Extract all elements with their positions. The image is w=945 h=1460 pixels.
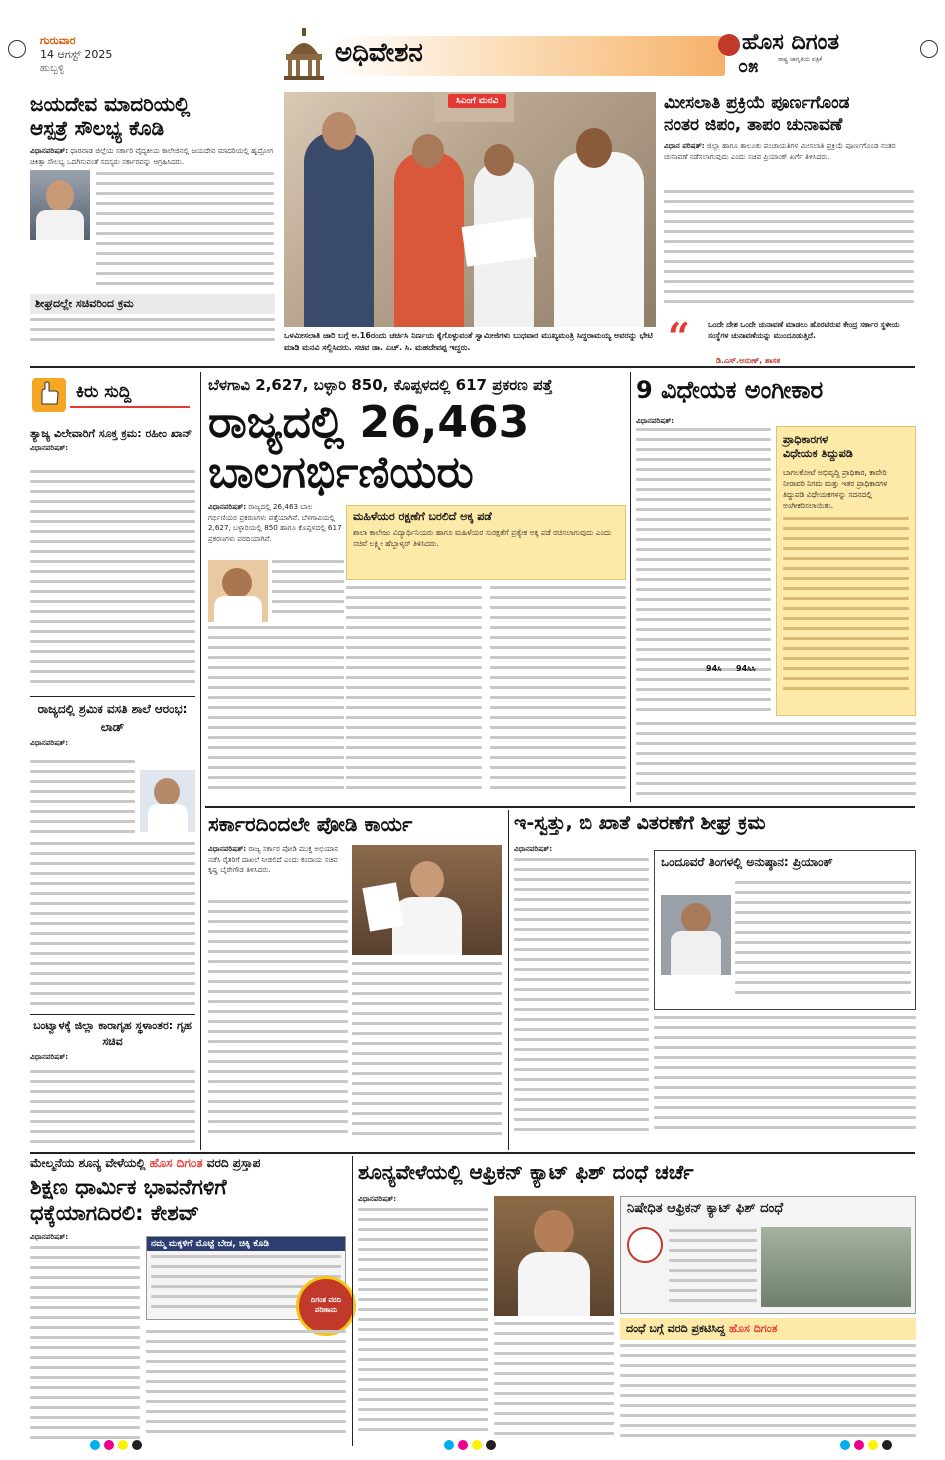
header-date: 14 ಆಗಸ್ಟ್ 2025	[40, 48, 113, 61]
story5-kicker	[30, 1156, 350, 1171]
story4-lines-b	[654, 1016, 916, 1140]
kiru-item-1-dateline: ವಿಧಾನಪರಿಷತ್:	[30, 443, 69, 452]
story1-text-lines	[96, 172, 274, 290]
kiru-suddi-label: ಕಿರು ಸುದ್ದಿ	[76, 382, 132, 402]
story4-lines-a	[514, 858, 649, 1140]
kiru-item-2	[30, 700, 195, 749]
story1-lead: ಧಾರವಾಡ ಜಿಲ್ಲೆಯ ಸರ್ಕಾರಿ ವೈದ್ಯಕೀಯ ಕಾಲೇಜಿನಲ್ಲಿ ಜಯದೇವ ಮಾದರಿಯಲ್ಲಿ ಹೃದ್ರೋಗ ಚಿಕಿತ್ಸಾ ಸೌಲಭ್ಯ ಒದಗಿಸುವಂತೆ ಸದಸ್ಯರು ಸರ್ಕಾರವನ್ನು ಆಗ್ರಹಿಸಿದರು.	[30, 146, 274, 166]
story6-footer-brand: ಹೊಸ ದಿಗಂತ	[728, 1322, 778, 1335]
story3-body	[208, 844, 348, 876]
photo-caption: ಒಳಮೀಸಲಾತಿ ಜಾರಿ ಬಗ್ಗೆ ಆ.16ರಂದು ಚರ್ಚಿಸಿ ನಿರ್ಣಯ ಕೈಗೊಳ್ಳುವಂತೆ ಸ್ವಾಮೀಜಿಗಳು ಬುಧವಾರ ಮುಖ್ಯಮಂತ್ರಿ ಸಿದ್ದರಾಮಯ್ಯ ಅವರನ್ನು ಭೇಟಿ ಮಾಡಿ ಮನವಿ ಸಲ್ಲಿಸಿದರು. ಸಚಿವ ಡಾ. ಎಚ್. ಸಿ. ಮಹದೇವಪ್ಪ ಇದ್ದರು.	[284, 331, 653, 352]
kiru-item-2-photo	[140, 770, 195, 832]
story4-subbox	[654, 850, 916, 1010]
kiru-suddi-header	[30, 372, 190, 422]
story6-lines-b	[494, 1322, 614, 1446]
story4-headline: ಇ-ಸ್ವತ್ತು, ಬಿ ಖಾತೆ ವಿತರಣೆಗೆ ಶೀಘ್ರ ಕ್ರಮ	[514, 812, 766, 834]
story5-kicker-suffix: ವರದಿ ಪ್ರಸ್ತಾಪ	[206, 1156, 261, 1170]
kiru-item-1	[30, 426, 195, 454]
story5-lines-b	[146, 1330, 346, 1446]
lead-lines-col2	[346, 586, 482, 796]
story2-lead: ಜಿಲ್ಲಾ ಹಾಗೂ ತಾಲೂಕು ಪಂಚಾಯತಿಗಳ ಮೀಸಲಾತಿ ಪ್ರಕ್ರಿಯೆ ಪೂರ್ಣಗೊಂಡ ನಂತರ ಚುನಾವಣೆ ನಡೆಸಲಾಗುವುದು ಎಂದು ಸಚಿವ ಪ್ರಿಯಾಂಕ್ ಖರ್ಗೆ ತಿಳಿಸಿದರು.	[664, 141, 896, 161]
story6-clip-title: ನಿಷೇಧಿತ ಆಫ್ರಿಕನ್ ಕ್ಯಾಟ್ ಫಿಶ್ ದಂಧೆ	[627, 1201, 784, 1216]
story3-dateline: ವಿಧಾನಪರಿಷತ್:	[208, 844, 247, 853]
lead-kicker: ಬೆಳಗಾವಿ 2,627, ಬಳ್ಳಾರಿ 850, ಕೊಪ್ಪಳದಲ್ಲಿ 617 ಪ್ರಕರಣ ಪತ್ತೆ	[208, 376, 553, 394]
bills-box-text: ಬಾಗಲಕೋಟೆ ಅಭಿವೃದ್ಧಿ ಪ್ರಾಧಿಕಾರ, ಕಾವೇರಿ ನೀರಾವರಿ ನಿಗಮ ಮತ್ತು ಇತರ ಪ್ರಾಧಿಕಾರಗಳ ತಿದ್ದುಪಡಿ ವಿಧೇಯಕಗಳನ್ನು ಸದನದಲ್ಲಿ ಅಂಗೀಕರಿಸಲಾಯಿತು.	[783, 468, 888, 510]
bills-box	[776, 426, 916, 716]
lead-body	[208, 502, 343, 544]
story3-photo	[352, 845, 502, 955]
story5-kicker-prefix: ಮೇಲ್ಮನೆಯ ಶೂನ್ಯ ವೇಳೆಯಲ್ಲಿ	[30, 1156, 146, 1170]
lead-headline-2: ಬಾಲಗರ್ಭಿಣಿಯರು	[208, 447, 474, 498]
story2-quote: ಒಂದೇ ದೇಶ ಒಂದೇ ಚುನಾವಣೆ ಮಾಡಲು ಹೊರಟಿರುವ ಕೇಂದ್ರ ಸರ್ಕಾರ ಸ್ಥಳೀಯ ಸಂಸ್ಥೆಗಳ ಚುನಾವಣೆಯನ್ನು ಮುಂದೂಡುತ್ತಿದೆ.	[708, 320, 900, 340]
story2-text-lines	[664, 190, 914, 310]
story1-subhead-lines	[30, 318, 275, 346]
bills-headline: 9 ವಿಧೇಯಕ ಅಂಗೀಕಾರ	[636, 376, 824, 404]
masthead	[0, 0, 945, 90]
story6-lines-a	[358, 1208, 488, 1446]
kiru-item-2-dateline: ವಿಧಾನಪರಿಷತ್:	[30, 738, 69, 747]
story1-subhead: ಶೀಘ್ರದಲ್ಲೇ ಸಚಿವರಿಂದ ಕ್ರಮ	[30, 294, 275, 314]
main-photo	[284, 92, 656, 327]
akka-box-title: ಮಹಿಳೆಯರ ರಕ್ಷಣೆಗೆ ಬರಲಿದೆ ಅಕ್ಕ ಪಡೆ	[353, 510, 492, 523]
kiru-item-1-lines	[30, 470, 195, 690]
story2-body	[664, 141, 914, 162]
section-title: ಅಧಿವೇಶನ	[335, 38, 423, 68]
bills-num-1: 94ಸಿ	[706, 664, 722, 673]
story5-kicker-brand: ಹೊಸ ದಿಗಂತ	[149, 1156, 203, 1170]
story5-lines-a	[30, 1246, 140, 1446]
story4-photo	[661, 895, 731, 975]
kiru-item-2-headline: ರಾಜ್ಯದಲ್ಲಿ ಶ್ರಮಿಕ ವಸತಿ ಶಾಲೆ ಆರಂಭ: ಲಾಡ್	[37, 702, 188, 734]
kiru-item-3-headline: ಬಂಟ್ವಾಳಕ್ಕೆ ಜಿಲ್ಲಾ ಕಾರಾಗೃಹ ಸ್ಥಳಾಂತರ: ಗೃಹ ಸಚಿವ	[33, 1019, 192, 1048]
kiru-item-2-lines	[30, 760, 135, 840]
story1-headline-1: ಜಯದೇವ ಮಾದರಿಯಲ್ಲಿ	[30, 92, 191, 116]
story3-lines-a	[208, 900, 348, 1140]
story6-footer-prefix: ದಂಧೆ ಬಗ್ಗೆ ವರದಿ ಪ್ರಕಟಿಸಿದ್ದ	[626, 1322, 726, 1335]
story6-clipping	[620, 1196, 916, 1314]
lead-lines-col1b	[208, 626, 344, 796]
story5-badge	[296, 1276, 356, 1336]
akka-box	[346, 505, 626, 580]
story1-headline-2: ಆಸ್ಪತ್ರೆ ಸೌಲಭ್ಯ ಕೊಡಿ	[30, 116, 165, 140]
kiru-item-3-dateline: ವಿಧಾನಪರಿಷತ್:	[30, 1052, 69, 1061]
story3-lead: ರಾಜ್ಯ ಸರ್ಕಾರ ಪೋಡಿ ಮುಕ್ತ ಅಭಿಯಾನ ನಡೆಸಿ ರೈತರಿಗೆ ದಾಖಲೆ ನೀಡಲಿದೆ ಎಂದು ಕಂದಾಯ ಸಚಿವ ಕೃಷ್ಣ ಬೈರೇಗೌಡ ತಿಳಿಸಿದರು.	[208, 844, 339, 874]
kiru-item-2-lines-b	[30, 842, 195, 1012]
registration-mark-left	[8, 40, 26, 58]
lead-lines-col1	[272, 560, 344, 620]
page-number: ೦೫	[738, 56, 759, 77]
date-block	[40, 34, 160, 74]
story5-headline-2: ಧಕ್ಕೆಯಾಗದಿರಲಿ: ಕೇಶವ್	[30, 1201, 200, 1225]
registration-mark-right	[920, 40, 938, 58]
photo-tag: ಸಿಎಂಗೆ ಮನವಿ	[448, 94, 506, 108]
story2-quote-by: ಡಿ.ಎಸ್.ಅರುಣ್, ಶಾಸಕ	[716, 356, 781, 365]
bills-lines-a	[636, 428, 771, 718]
dome-icon	[282, 28, 326, 80]
kiru-item-3-lines	[30, 1070, 195, 1150]
story5-dateline: ವಿಧಾನಪರಿಷತ್:	[30, 1232, 69, 1241]
story3-lines-b	[352, 962, 502, 1140]
story6-lines-c	[620, 1344, 916, 1444]
story6-photo	[494, 1196, 614, 1316]
story6-dateline: ವಿಧಾನಪರಿಷತ್:	[358, 1194, 397, 1203]
header-place: ಹುಬ್ಬಳ್ಳಿ	[40, 63, 65, 74]
lead-dateline: ವಿಧಾನಪರಿಷತ್:	[208, 502, 247, 511]
story2-headline-2: ನಂತರ ಜಿಪಂ, ತಾಪಂ ಚುನಾವಣೆ	[664, 115, 843, 135]
story5-clip-title: ನಮ್ಮ ಮಕ್ಕಳಿಗೆ ಮೊಟ್ಟೆ ಬೇಡ, ಚಿಕ್ಕಿ ಕೊಡಿ	[147, 1237, 345, 1251]
brand-logo	[718, 30, 908, 78]
story6-headline: ಶೂನ್ಯವೇಳೆಯಲ್ಲಿ ಆಫ್ರಿಕನ್ ಕ್ಯಾಟ್ ಫಿಶ್ ದಂಧೆ ಚರ್ಚೆ	[358, 1160, 694, 1184]
bills-lines-b	[636, 722, 916, 802]
lead-lines-col3	[490, 586, 626, 796]
lead-photo	[208, 560, 268, 622]
story5-headline-1: ಶಿಕ್ಷಣ ಧಾರ್ಮಿಕ ಭಾವನೆಗಳಿಗೆ	[30, 1175, 227, 1199]
kiru-item-3	[30, 1018, 195, 1063]
story4-sub-headline: ಒಂದೂವರೆ ತಿಂಗಳಲ್ಲಿ ಅನುಷ್ಠಾನ: ಪ್ರಿಯಾಂಕ್	[661, 855, 833, 869]
story1-photo	[30, 170, 90, 240]
story3-headline: ಸರ್ಕಾರದಿಂದಲೇ ಪೋಡಿ ಕಾರ್ಯ	[208, 812, 413, 836]
story2-headline-1: ಮೀಸಲಾತಿ ಪ್ರಕ್ರಿಯೆ ಪೂರ್ಣಗೊಂಡ	[664, 93, 850, 113]
bills-box-title-1: ಪ್ರಾಧಿಕಾರಗಳ	[783, 433, 829, 446]
story1-dateline: ವಿಧಾನಪರಿಷತ್:	[30, 146, 69, 155]
story5-badge-text: ದಿಗಂತ ವರದಿ ಪರಿಣಾಮ	[310, 1296, 342, 1314]
story-reservation	[664, 92, 914, 162]
akka-box-text: ಶಾಲಾ ಕಾಲೇಜು ವಿದ್ಯಾರ್ಥಿನಿಯರು ಹಾಗೂ ಮಹಿಳೆಯರ ಸುರಕ್ಷತೆಗೆ ಪ್ರತ್ಯೇಕ ಅಕ್ಕ ಪಡೆ ರಚಿಸಲಾಗುವುದು ಎಂದು ಸಚಿವೆ ಲಕ್ಷ್ಮೀ ಹೆಬ್ಬಾಳ್ಕರ್ ತಿಳಿಸಿದರು.	[353, 528, 612, 548]
header-day: ಗುರುವಾರ	[40, 34, 76, 47]
story4-dateline: ವಿಧಾನಪರಿಷತ್:	[514, 844, 553, 853]
brand-emblem-icon	[718, 34, 740, 56]
quote-icon: “	[668, 314, 690, 359]
story6-footer	[620, 1318, 916, 1340]
lead-headline-1: ರಾಜ್ಯದಲ್ಲಿ 26,463	[208, 397, 530, 448]
story2-dateline: ವಿಧಾನ ಪರಿಷತ್:	[664, 141, 705, 150]
lead-text: ರಾಜ್ಯದಲ್ಲಿ 26,463 ಬಾಲ ಗರ್ಭಿಣಿಯರ ಪ್ರಕರಣಗಳು ಪತ್ತೆಯಾಗಿವೆ. ಬೆಳಗಾವಿಯಲ್ಲಿ 2,627, ಬಳ್ಳಾರಿಯಲ್ಲಿ 850 ಹಾಗೂ ಕೊಪ್ಪಳದಲ್ಲಿ 617 ಪ್ರಕರಣಗಳು ವರದಿಯಾಗಿವೆ.	[208, 502, 342, 543]
bills-box-title-2: ವಿಧೇಯಕ ತಿದ್ದುಪಡಿ	[783, 447, 853, 460]
kiru-item-1-headline: ತ್ಯಾಜ್ಯ ವಿಲೇವಾರಿಗೆ ಸೂಕ್ತ ಕ್ರಮ: ರಹೀಂ ಖಾನ್	[30, 427, 193, 440]
brand-tagline: ರಾಷ್ಟ್ರ ಜಾಗೃತಿಯ ಪತ್ರಿಕೆ	[778, 56, 823, 63]
hand-pointer-icon	[32, 378, 66, 412]
brand-name: ಹೊಸ ದಿಗಂತ	[742, 30, 840, 55]
bills-num-2: 94ಸಿಸಿ	[736, 664, 756, 673]
bills-dateline: ವಿಧಾನಪರಿಷತ್:	[636, 416, 675, 425]
story1-body	[30, 146, 275, 167]
